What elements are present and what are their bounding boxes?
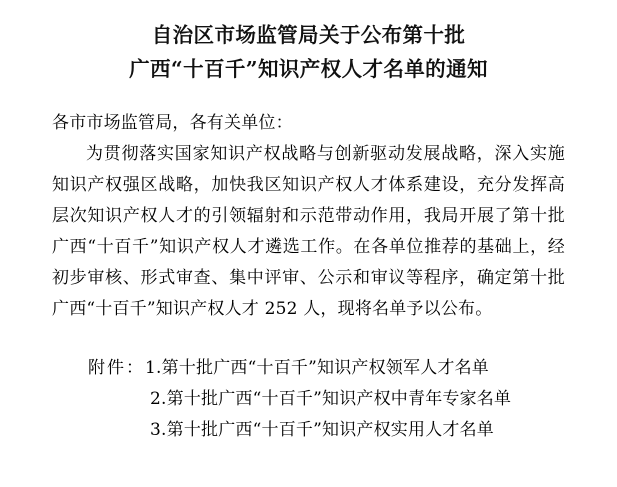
- attachment-list: [0, 353, 617, 446]
- attachment-row-2: [52, 384, 565, 415]
- title-line-1: 自治区市场监管局关于公布第十批: [151, 23, 466, 47]
- attachment-row-3: [52, 415, 565, 446]
- body-paragraph: 为贯彻落实国家知识产权战略与创新驱动发展战略，深入实施知识产权强区战略，加快我区知识产权人才体系建设，充分发挥高层次知识产权人才的引领辐射和示范带动作用，我局开展了第十批广西“十百千”知识产权人才遴选工作。在各单位推荐的基础上，经初步审核、形式审查、集中评审、公示和审议等程序，确定第十批广西“十百千”知识产权人才 252 人，现将名单予以公布。: [52, 144, 565, 319]
- salutation: 各市市场监管局，各有关单位：: [52, 113, 293, 133]
- attachment-row-1: [52, 353, 565, 384]
- attachment-item-3: 3.第十批广西“十百千”知识产权实用人才名单: [150, 420, 495, 440]
- document-body: [0, 108, 617, 325]
- title-line-2: 广西“十百千”知识产权人才名单的通知: [129, 57, 488, 81]
- attachment-label: 附件：: [88, 358, 145, 378]
- attachment-item-2: 2.第十批广西“十百千”知识产权中青年专家名单: [150, 389, 512, 409]
- attachment-item-1: 1.第十批广西“十百千”知识产权领军人才名单: [145, 358, 490, 378]
- page-title: [0, 0, 617, 86]
